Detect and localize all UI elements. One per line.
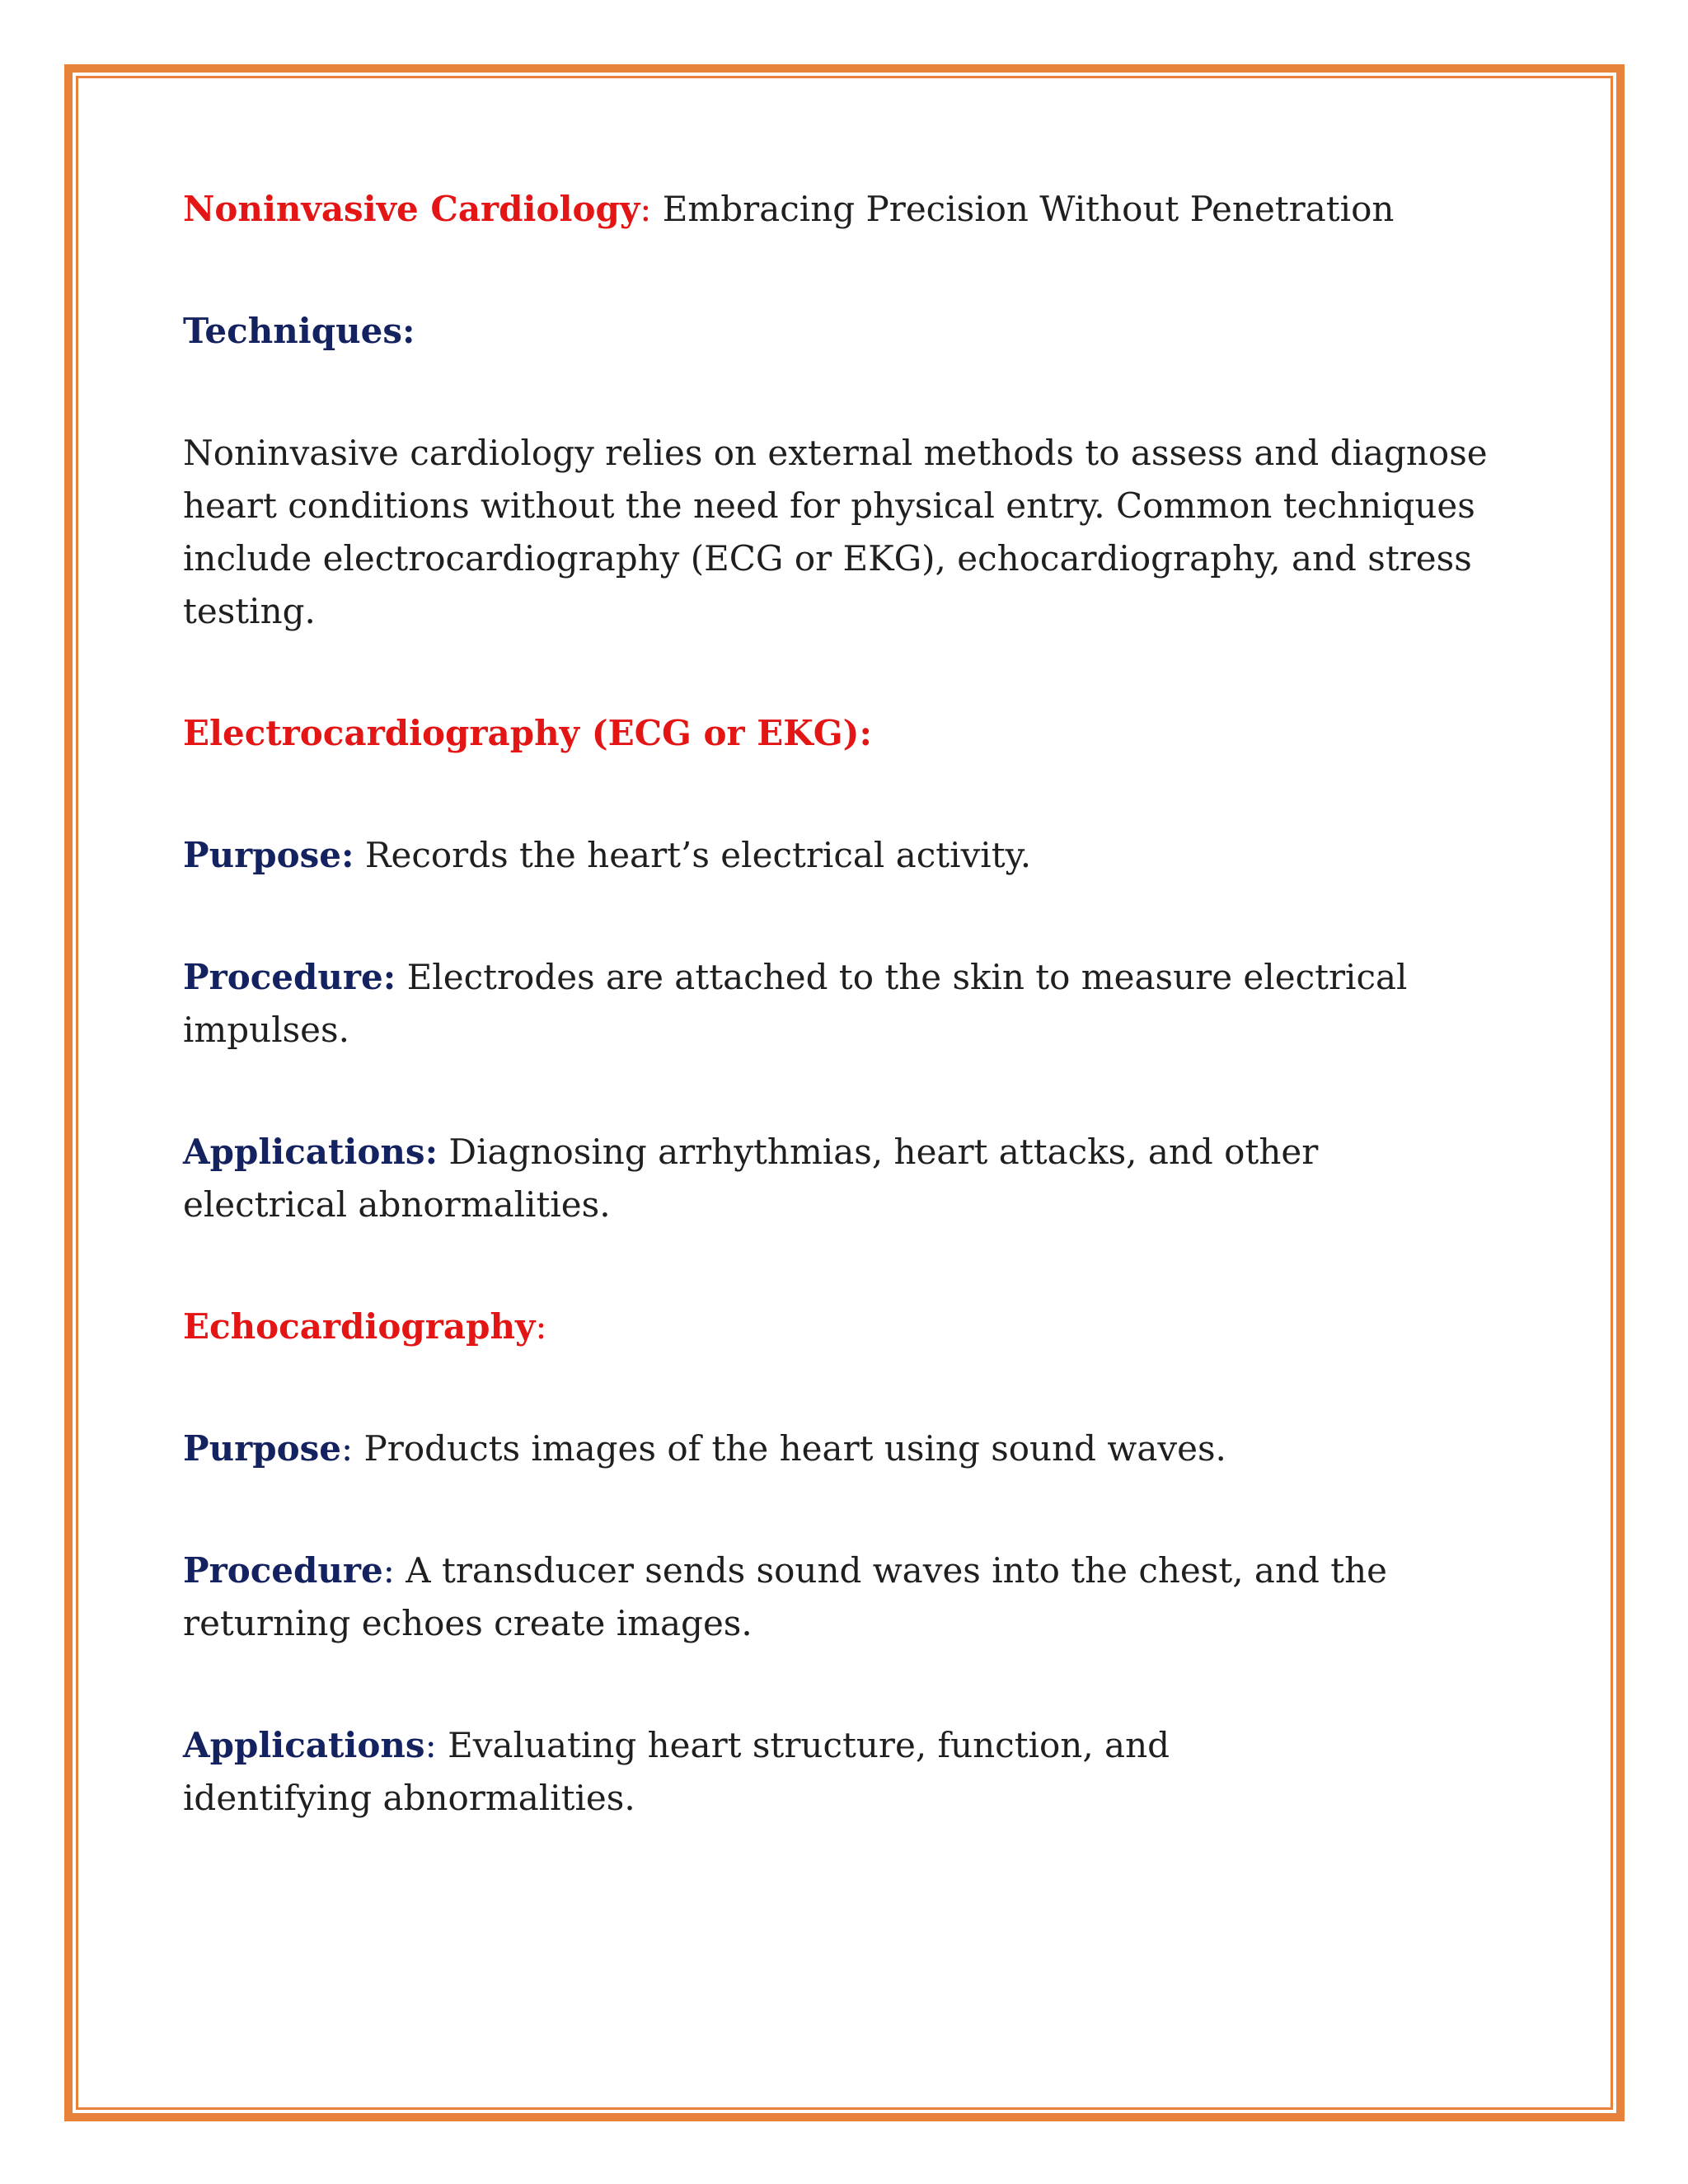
ecg-purpose-label: Purpose: (183, 835, 354, 875)
ecg-heading: Electrocardiography (ECG or EKG): (183, 713, 873, 753)
echo-heading (183, 1301, 1502, 1353)
techniques-body: Noninvasive cardiology relies on external methods to assess and diagnose heart conditions without the need for physical entry. Common techniques include electrocardiography (ECG or EKG), echocardiography, and stress testing. (183, 433, 1488, 631)
echo-procedure-colon: : (382, 1550, 395, 1591)
echo-heading-colon: : (535, 1306, 547, 1347)
ecg-procedure-text: Electrodes are attached to the skin to measure electrical impulses. (183, 957, 1408, 1050)
echo-applications-text: Evaluating heart structure, function, and identifying abnormalities. (183, 1725, 1170, 1818)
title-label: Noninvasive Cardiology (183, 189, 640, 229)
ecg-applications-text: Diagnosing arrhythmias, heart attacks, and other electrical abnormalities. (183, 1132, 1319, 1225)
title-text: Embracing Precision Without Penetration (651, 189, 1395, 229)
ecg-procedure (183, 951, 1502, 1057)
echo-purpose-text: Products images of the heart using sound waves. (353, 1428, 1226, 1469)
title-separator: : (640, 189, 652, 229)
echo-purpose (183, 1422, 1502, 1475)
echo-purpose-label: Purpose (183, 1428, 341, 1469)
echo-applications (183, 1719, 1337, 1825)
echo-applications-colon: : (424, 1725, 437, 1765)
ecg-purpose-text: Records the heart’s electrical activity. (354, 835, 1032, 875)
echo-procedure-text: A transducer sends sound waves into the chest, and the returning echoes create images. (183, 1550, 1388, 1643)
ecg-procedure-label: Procedure: (183, 957, 396, 997)
document-body (183, 183, 1502, 1825)
echo-heading-label: Echocardiography (183, 1306, 536, 1347)
echo-procedure-label: Procedure (183, 1550, 383, 1591)
echo-applications-label: Applications (183, 1725, 425, 1765)
ecg-applications (183, 1126, 1436, 1231)
ecg-purpose (183, 829, 1502, 882)
document-title (183, 183, 1502, 236)
techniques-heading: Techniques: (183, 311, 415, 351)
echo-purpose-colon: : (341, 1428, 354, 1469)
ecg-applications-label: Applications: (183, 1132, 438, 1172)
echo-procedure (183, 1544, 1469, 1650)
